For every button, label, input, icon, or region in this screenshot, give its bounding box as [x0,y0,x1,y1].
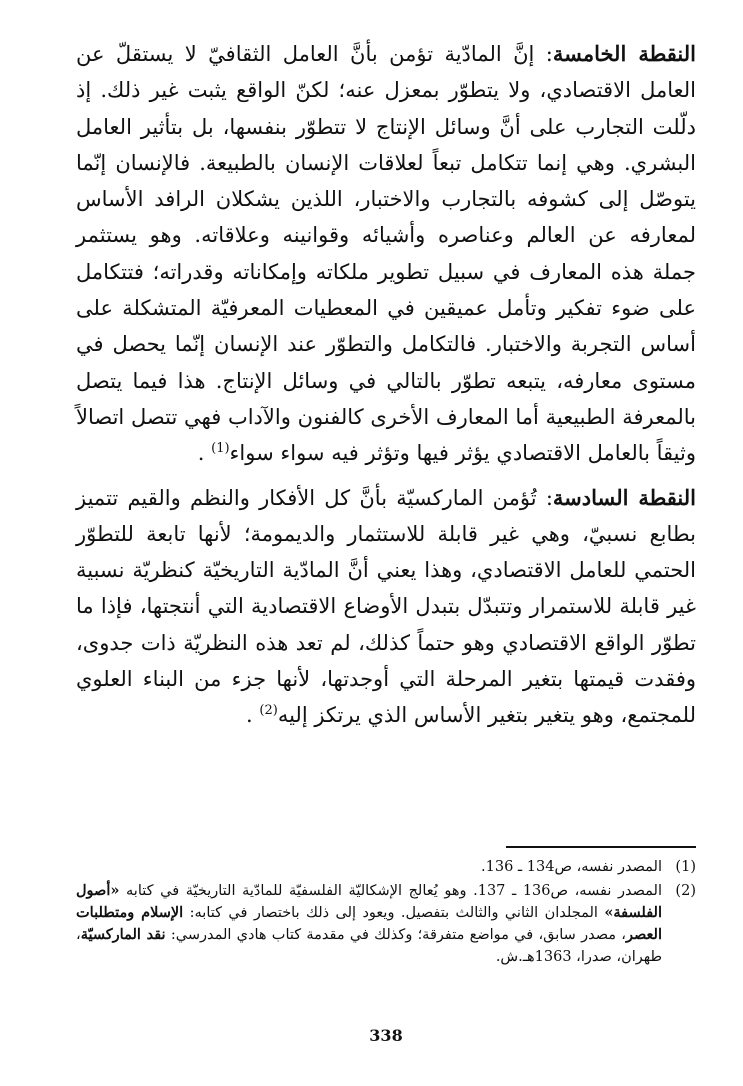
document-page [76,36,696,1056]
footnote-text-part: المصدر نفسه، ص136 ـ 137. وهو يُعالج الإشكاليّة الفلسفيّة للمادّية التاريخيّة في كتابه [119,883,662,899]
paragraph-fifth-point [76,36,696,472]
book-title: الإسلام ومتطلبات العصر [76,904,662,943]
footnote-reference: (2) [259,703,278,719]
paragraph-lead: النقطة الخامسة [552,41,696,66]
footnote-text: المصدر نفسه، ص134 ـ 136. [481,859,662,875]
paragraph-body: تُؤمن الماركسيّة بأنَّ كل الأفكار والنظم والقيم تتميز بطابع نسبيّ، وهي غير قابلة للاستثمار والديمومة؛ لأنها تابعة للتطوّر الحتمي للعامل الاقتصادي، وهذا يعني أنَّ المادّية التاريخيّة كنظريّة نسبية غير قابلة للاستمرار وتتبدّل بتبدل الأوضاع الاقتصادية التي أنتجتها، فإذا ما تطوّر الواقع الاقتصادي وهو حتماً كذلك، لم تعد هذه النظريّة ذات جدوى، وفقدت قيمتها بتغير المرحلة التي أوجدتها، لأنها جزء من البناء العلوي للمجتمع، وهو يتغير بتغير الأساس الذي يرتكز إليه [76,485,697,728]
footnotes [76,846,696,970]
footnote-number: (2) [675,883,696,899]
paragraph-sixth-point [76,480,696,734]
page-number: 338 [369,1026,403,1045]
footnote-1 [76,856,696,878]
book-title: نقد الماركسيّة [80,926,166,943]
footnote-text-part: ، طهران، صدرا، 1363هـ.ش. [76,927,662,965]
footnote-text-part: المجلدان الثاني والثالث بتفصيل. ويعود إلى ذلك باختصار في كتابه: [183,905,605,921]
paragraph-body: إنَّ المادّية تؤمن بأنَّ العامل الثقافيّ لا يستقلّ عن العامل الاقتصادي، ولا يتطوّر بمعزل عنه؛ لكنّ الواقع يثبت غير ذلك. إذ دلّلت التجارب على أنَّ وسائل الإنتاج لا تتطوّر بنفسها، بل بتأثير العامل البشري. وهي إنما تتكامل تبعاً لعلاقات الإنسان بالطبيعة. فالإنسان إنّما يتوصّل إلى كشوفه بالتجارب والاختبار، اللذين يشكلان الرافد الأساس لمعارفه عن العالم وعناصره وأشيائه وقوانينه وعلاقاته. وهو يستثمر جملة هذه المعارف في سبيل تطوير ملكاته وإمكاناته وقدراته؛ فتتكامل على ضوء تفكير وتأمل عميقين في المعطيات المعرفيّة المتشكلة على أساس التجربة والاختبار. فالتكامل والتطوّر عند الإنسان إنّما يحصل في مستوى معارفه، يتبعه تطوّر بالتالي في وسائل الإنتاج. هذا فيما يتصل بالمعرفة الطبيعية أما المعارف الأخرى كالفنون والآداب فهي تتصل اتصالاً وثيقاً بالعامل الاقتصادي يؤثر فيها وتؤثر فيه سواء سواء [76,42,697,466]
paragraph-end: . [197,441,212,466]
footnote-divider [506,846,696,848]
lead-separator: : [536,485,553,510]
paragraph-end: . [246,703,260,728]
book-title: «أصول الفلسفة» [76,882,663,921]
footnote-2 [76,880,696,968]
footnote-text-part: ، مصدر سابق، في مواضع متفرقة؛ وكذلك في مقدمة كتاب هادي المدرسي: [165,927,626,943]
paragraph-lead: النقطة السادسة [552,484,696,510]
lead-separator: : [534,42,553,66]
footnote-text [76,880,662,968]
footnote-reference: (1) [211,441,230,457]
footnote-number: (1) [675,859,696,875]
